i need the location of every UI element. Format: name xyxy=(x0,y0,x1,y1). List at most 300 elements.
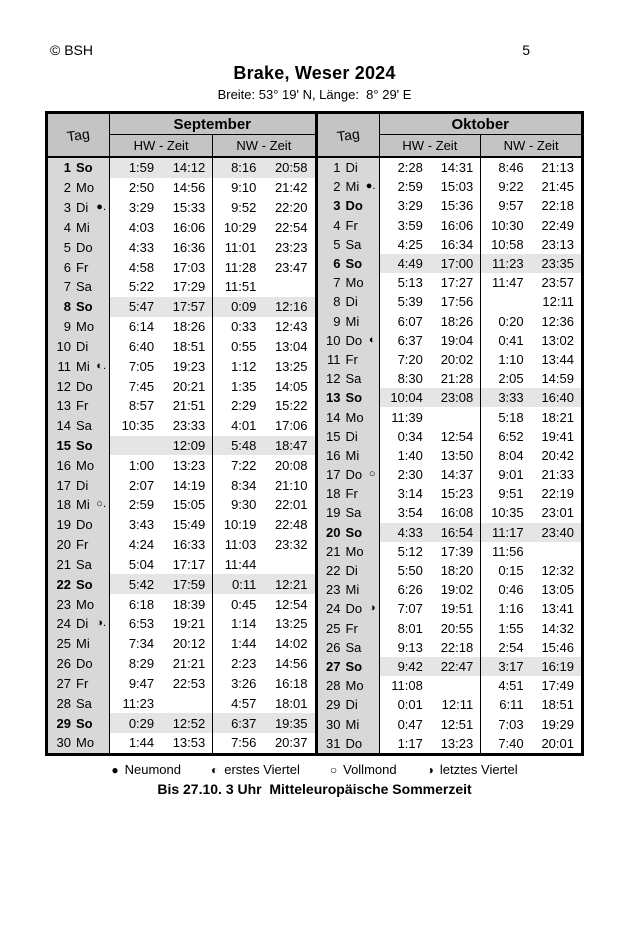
weekday: So xyxy=(76,715,93,731)
weekday: Do xyxy=(345,198,363,214)
day-number: 28 xyxy=(56,695,71,711)
nw-time-2: 14:59 xyxy=(541,371,574,387)
hw-time-2: 12:52 xyxy=(161,713,212,733)
hw-time-2: 19:23 xyxy=(172,358,206,374)
nw-time-2 xyxy=(263,555,314,575)
hw-time-2: 12:11 xyxy=(441,697,474,713)
weekday: Di xyxy=(76,338,89,354)
nw-time-1: 4:01 xyxy=(212,416,263,436)
table-row xyxy=(318,312,582,331)
table-row xyxy=(318,177,582,196)
nw-time-1: 2:23 xyxy=(212,654,263,674)
weekday: Di xyxy=(345,160,358,176)
day-cell xyxy=(318,695,380,714)
hw-time-2: 17:29 xyxy=(172,279,206,295)
day-cell xyxy=(318,216,380,235)
weekday: So xyxy=(345,524,363,540)
day-number: 12 xyxy=(326,371,341,387)
nw-time-2: 14:02 xyxy=(274,636,308,652)
legend-item-erstes-viertel xyxy=(211,762,300,777)
hw-time-1: 9:42 xyxy=(380,657,430,676)
table-row xyxy=(48,356,315,376)
hw-time-2 xyxy=(161,693,212,713)
day-cell xyxy=(48,634,110,654)
weekday: Mi xyxy=(345,179,360,195)
table-row xyxy=(318,542,582,561)
table-row xyxy=(48,277,315,297)
table-row xyxy=(318,599,582,618)
day-cell xyxy=(48,416,110,436)
weekday: Mo xyxy=(345,543,364,559)
nw-time-1: 5:18 xyxy=(480,407,530,426)
weekday: Fr xyxy=(345,620,358,636)
nw-time-2: 23:23 xyxy=(274,239,308,255)
weekday: So xyxy=(76,576,93,592)
legend-label: Vollmond xyxy=(343,762,397,777)
hw-time-2: 19:21 xyxy=(172,616,206,632)
hw-time-1: 11:39 xyxy=(391,409,423,425)
nw-time-2: 23:35 xyxy=(531,254,581,273)
nw-time-1: 11:44 xyxy=(212,555,263,575)
weekday: Di xyxy=(345,563,358,579)
day-cell xyxy=(318,331,380,350)
table-row xyxy=(318,446,582,465)
nw-time-2: 18:21 xyxy=(541,409,574,425)
nw-time-2: 15:22 xyxy=(274,398,308,414)
hw-time-2: 12:09 xyxy=(161,436,212,456)
table-row xyxy=(48,713,315,733)
day-cell xyxy=(318,369,380,388)
day-number: 18 xyxy=(326,486,341,502)
hw-time-1: 8:57 xyxy=(128,398,155,414)
table-row xyxy=(48,297,315,317)
hw-time-1: 3:54 xyxy=(397,505,423,521)
nw-time-1: 1:14 xyxy=(212,614,263,634)
hw-time-2: 19:51 xyxy=(440,601,474,617)
nw-time-2: 16:19 xyxy=(531,657,581,676)
nw-time-2: 14:05 xyxy=(274,378,308,394)
nw-time-2: 22:54 xyxy=(274,219,308,235)
day-cell xyxy=(318,292,380,311)
day-cell xyxy=(48,217,110,237)
day-cell xyxy=(48,555,110,575)
table-row xyxy=(48,317,315,337)
hw-time-2: 22:18 xyxy=(440,639,474,655)
hw-time-1: 6:37 xyxy=(397,332,423,348)
day-number: 23 xyxy=(56,596,71,612)
nw-time-2: 23:57 xyxy=(541,275,574,291)
nw-time-1: 11:28 xyxy=(212,257,263,277)
moon-phase-icon: ●. xyxy=(96,201,106,214)
nw-time-1: 4:57 xyxy=(212,693,263,713)
day-number: 7 xyxy=(333,275,341,291)
tide-table xyxy=(45,111,584,756)
hw-time-2: 21:21 xyxy=(172,656,206,672)
weekday: Mi xyxy=(345,447,360,463)
nw-time-2: 22:49 xyxy=(541,217,574,233)
hw-time-2: 21:28 xyxy=(440,371,474,387)
nw-time-1: 11:56 xyxy=(480,542,530,561)
hw-time-1: 5:42 xyxy=(110,574,161,594)
nw-time-2: 23:40 xyxy=(531,523,581,542)
hw-time-1: 8:01 xyxy=(397,620,423,636)
day-number: 19 xyxy=(56,517,71,533)
day-cell xyxy=(48,535,110,555)
hw-time-1: 1:00 xyxy=(128,457,155,473)
day-number: 5 xyxy=(333,236,341,252)
day-cell xyxy=(48,158,110,178)
page xyxy=(45,42,584,797)
hw-time-2: 16:54 xyxy=(430,523,480,542)
nw-time-2: 16:40 xyxy=(531,388,581,407)
hw-time-1: 10:35 xyxy=(121,418,155,434)
hw-time-1: 6:07 xyxy=(397,313,423,329)
weekday: Do xyxy=(76,656,93,672)
legend-item-neumond xyxy=(111,762,181,777)
hw-time-2: 13:23 xyxy=(172,457,206,473)
nw-time-2: 13:25 xyxy=(274,358,308,374)
day-number: 4 xyxy=(63,219,71,235)
day-number: 15 xyxy=(56,438,71,453)
day-cell xyxy=(318,446,380,465)
day-number: 22 xyxy=(56,576,71,592)
day-number: 15 xyxy=(326,428,341,444)
nw-time-1: 10:35 xyxy=(480,503,530,522)
nw-time-1: 0:33 xyxy=(212,317,263,337)
month-column-oktober xyxy=(315,114,582,753)
coordinates: Breite: 53° 19' N, Länge: 8° 29' E xyxy=(217,87,412,102)
day-cell xyxy=(48,574,110,594)
nw-time-1: 1:12 xyxy=(212,356,263,376)
table-row xyxy=(318,465,582,484)
day-number: 12 xyxy=(56,378,71,394)
nw-time-1: 2:54 xyxy=(480,638,530,657)
nw-time-2: 23:32 xyxy=(274,537,308,553)
weekday: Do xyxy=(345,735,363,751)
day-cell xyxy=(48,713,110,733)
month-column-september xyxy=(48,114,315,753)
day-cell xyxy=(318,177,380,196)
hw-time-2: 22:47 xyxy=(430,657,480,676)
hw-time-1: 4:58 xyxy=(128,259,155,275)
table-row xyxy=(48,674,315,694)
weekday: So xyxy=(76,438,93,453)
nw-time-2: 19:29 xyxy=(541,716,574,732)
day-cell xyxy=(48,336,110,356)
weekday: Sa xyxy=(76,556,92,572)
table-row xyxy=(48,733,315,753)
day-cell xyxy=(318,542,380,561)
nw-time-2: 17:06 xyxy=(274,418,308,434)
hw-time-2: 19:02 xyxy=(440,582,474,598)
day-number: 24 xyxy=(56,616,71,632)
moon-phase-icon: ○. xyxy=(96,498,106,511)
day-cell xyxy=(48,515,110,535)
table-row xyxy=(318,388,582,407)
hw-time-2: 14:12 xyxy=(161,158,212,178)
nw-time-2: 12:36 xyxy=(541,313,574,329)
table-row xyxy=(318,580,582,599)
hw-time-2: 16:06 xyxy=(172,219,206,235)
hw-time-2: 21:51 xyxy=(172,398,206,414)
nw-time-2: 14:32 xyxy=(541,620,574,636)
table-row xyxy=(318,734,582,753)
nw-time-1: 7:40 xyxy=(480,734,530,753)
hw-time-2: 12:54 xyxy=(440,428,474,444)
hw-time-1: 11:23 xyxy=(122,695,155,711)
day-number: 14 xyxy=(326,409,341,425)
day-number: 9 xyxy=(333,313,341,329)
nw-time-1: 3:17 xyxy=(480,657,530,676)
weekday: Mi xyxy=(76,219,90,235)
weekday: Fr xyxy=(76,259,89,275)
day-column-header: Tag xyxy=(318,114,380,156)
weekday: Di xyxy=(345,697,358,713)
nw-time-2: 18:01 xyxy=(274,695,308,711)
hw-time-2: 23:33 xyxy=(172,418,206,434)
table-row xyxy=(318,676,582,695)
hw-time-2: 17:39 xyxy=(440,543,474,559)
day-cell xyxy=(318,235,380,254)
hw-time-2: 17:56 xyxy=(440,294,474,310)
nw-time-2: 21:10 xyxy=(274,477,308,493)
hw-time-1: 2:50 xyxy=(128,180,155,196)
nw-zeit-header: NW - Zeit xyxy=(480,135,581,156)
day-cell xyxy=(318,580,380,599)
table-row xyxy=(318,273,582,292)
weekday: Sa xyxy=(76,418,92,434)
day-number: 17 xyxy=(326,467,341,483)
weekday: So xyxy=(76,299,93,315)
day-number: 11 xyxy=(327,351,341,367)
nw-time-1: 9:51 xyxy=(480,484,530,503)
hw-time-1: 10:04 xyxy=(380,388,430,407)
page-number: 5 xyxy=(522,42,530,58)
day-number: 21 xyxy=(326,543,341,559)
day-number: 3 xyxy=(333,198,341,214)
hw-time-2: 15:03 xyxy=(440,179,474,195)
table-header-september xyxy=(48,114,315,158)
day-cell xyxy=(48,733,110,753)
day-cell xyxy=(48,376,110,396)
day-number: 22 xyxy=(326,563,341,579)
hw-time-2: 20:21 xyxy=(172,378,206,394)
weekday: Fr xyxy=(345,486,358,502)
hw-time-1: 4:24 xyxy=(128,537,155,553)
nw-time-2: 20:42 xyxy=(541,447,574,463)
day-number: 6 xyxy=(63,259,71,275)
nw-time-1: 6:52 xyxy=(480,427,530,446)
nw-time-2: 13:02 xyxy=(541,332,574,348)
day-number: 5 xyxy=(63,239,71,255)
nw-time-2: 20:01 xyxy=(541,735,574,751)
weekday: Mo xyxy=(345,678,364,694)
hw-time-1: 5:13 xyxy=(397,275,423,291)
table-row xyxy=(318,484,582,503)
day-cell xyxy=(318,676,380,695)
nw-time-1: 1:10 xyxy=(480,350,530,369)
new-moon-icon: ● xyxy=(111,762,119,777)
nw-time-1: 11:23 xyxy=(480,254,530,273)
weekday: Sa xyxy=(76,279,92,295)
hw-time-2: 19:04 xyxy=(440,332,474,348)
nw-time-1: 8:46 xyxy=(480,158,530,177)
nw-time-1: 10:58 xyxy=(480,235,530,254)
table-row xyxy=(48,237,315,257)
nw-time-2: 14:56 xyxy=(274,656,308,672)
weekday: Mi xyxy=(76,636,90,652)
table-row xyxy=(318,523,582,542)
nw-time-2 xyxy=(531,542,581,561)
hw-time-2 xyxy=(430,407,480,426)
weekday: Do xyxy=(76,378,93,394)
rows-oktober xyxy=(318,158,582,753)
hw-time-1: 8:30 xyxy=(397,371,423,387)
day-number: 17 xyxy=(56,477,71,493)
nw-time-2: 12:21 xyxy=(263,574,314,594)
day-number: 6 xyxy=(333,256,341,272)
day-cell xyxy=(318,312,380,331)
hw-time-2: 13:50 xyxy=(440,447,474,463)
nw-time-1: 0:55 xyxy=(212,336,263,356)
nw-time-2: 13:04 xyxy=(274,338,308,354)
weekday: Mo xyxy=(76,457,95,473)
hw-time-1: 4:49 xyxy=(380,254,430,273)
day-cell xyxy=(48,674,110,694)
day-cell xyxy=(318,407,380,426)
table-row xyxy=(48,495,315,515)
day-number: 8 xyxy=(333,294,341,310)
day-cell xyxy=(318,638,380,657)
table-row xyxy=(318,619,582,638)
day-cell xyxy=(48,693,110,713)
hw-time-1: 3:43 xyxy=(128,517,155,533)
nw-time-1 xyxy=(480,292,530,311)
nw-time-2: 21:33 xyxy=(541,467,574,483)
nw-time-2: 18:51 xyxy=(541,697,574,713)
nw-time-2: 23:13 xyxy=(541,236,574,252)
nw-time-1: 0:09 xyxy=(212,297,263,317)
nw-time-2: 13:25 xyxy=(274,616,308,632)
weekday: So xyxy=(76,160,93,176)
hw-time-2: 17:17 xyxy=(172,556,206,572)
hw-time-1: 3:14 xyxy=(397,486,423,502)
page-header xyxy=(45,42,584,58)
nw-time-2: 22:48 xyxy=(274,517,308,533)
hw-time-2: 18:26 xyxy=(172,319,206,335)
weekday: Di xyxy=(345,294,358,310)
nw-time-1: 0:11 xyxy=(212,574,263,594)
nw-time-1: 6:11 xyxy=(480,695,530,714)
day-column-header: Tag xyxy=(48,114,110,156)
day-cell xyxy=(48,495,110,515)
day-number: 2 xyxy=(333,179,341,195)
hw-time-2: 16:36 xyxy=(172,239,206,255)
weekday: So xyxy=(345,658,363,674)
timezone-note: Bis 27.10. 3 Uhr Mitteleuropäische Sommerzeit xyxy=(157,781,472,797)
hw-time-1: 6:40 xyxy=(128,338,155,354)
hw-time-2: 14:56 xyxy=(172,180,206,196)
table-row xyxy=(48,436,315,456)
day-number: 7 xyxy=(63,279,71,295)
table-row xyxy=(48,178,315,198)
day-cell xyxy=(318,196,380,215)
hw-time-1: 7:05 xyxy=(128,358,155,374)
nw-time-2: 18:47 xyxy=(263,436,314,456)
hw-time-1: 1:44 xyxy=(128,735,155,751)
table-header-oktober xyxy=(318,114,582,158)
day-number: 23 xyxy=(326,582,341,598)
hw-time-1: 0:34 xyxy=(397,428,423,444)
hw-time-1: 4:03 xyxy=(128,219,155,235)
day-number: 26 xyxy=(56,656,71,672)
day-number: 26 xyxy=(326,639,341,655)
weekday: Mo xyxy=(345,275,364,291)
nw-time-1: 7:22 xyxy=(212,455,263,475)
day-number: 9 xyxy=(63,319,71,335)
weekday: Mo xyxy=(76,735,95,751)
hw-time-2: 18:26 xyxy=(440,313,474,329)
nw-time-1: 5:48 xyxy=(212,436,263,456)
table-row xyxy=(48,614,315,634)
nw-time-1: 11:01 xyxy=(212,237,263,257)
nw-time-1: 8:04 xyxy=(480,446,530,465)
moon-phase-icon: ◑ xyxy=(368,602,376,615)
nw-time-1: 1:16 xyxy=(480,599,530,618)
nw-time-2: 17:49 xyxy=(541,678,574,694)
weekday: Sa xyxy=(345,236,362,252)
day-number: 25 xyxy=(326,620,341,636)
table-row xyxy=(48,336,315,356)
day-cell xyxy=(318,254,380,273)
day-cell xyxy=(318,465,380,484)
day-number: 10 xyxy=(56,338,71,354)
table-row xyxy=(318,657,582,676)
hw-time-2: 15:23 xyxy=(440,486,474,502)
hw-time-1: 1:40 xyxy=(397,447,423,463)
day-cell xyxy=(48,317,110,337)
day-cell xyxy=(48,654,110,674)
weekday: So xyxy=(345,390,363,406)
hw-time-1: 8:29 xyxy=(128,656,155,672)
weekday: Di xyxy=(345,428,358,444)
day-number: 16 xyxy=(56,457,71,473)
moon-phase-icon: ◐. xyxy=(96,359,106,372)
nw-time-2: 22:19 xyxy=(541,486,574,502)
day-cell xyxy=(48,237,110,257)
day-number: 29 xyxy=(56,715,71,731)
table-row xyxy=(318,407,582,426)
nw-time-1: 2:29 xyxy=(212,396,263,416)
nw-time-2: 21:13 xyxy=(541,160,574,176)
nw-time-2: 23:47 xyxy=(274,259,308,275)
last-quarter-moon-icon: ◑ xyxy=(426,762,434,777)
day-cell xyxy=(318,427,380,446)
day-number: 8 xyxy=(63,299,71,315)
hw-time-2: 20:12 xyxy=(172,636,206,652)
nw-time-2: 21:42 xyxy=(274,180,308,196)
table-row xyxy=(318,369,582,388)
day-number: 29 xyxy=(326,697,341,713)
hw-time-1: 0:29 xyxy=(110,713,161,733)
hw-time-1: 0:47 xyxy=(397,716,423,732)
day-number: 27 xyxy=(326,658,341,674)
day-number: 13 xyxy=(56,398,71,414)
nw-time-1: 8:34 xyxy=(212,475,263,495)
table-row xyxy=(48,198,315,218)
day-number: 20 xyxy=(56,537,71,553)
table-row xyxy=(48,654,315,674)
